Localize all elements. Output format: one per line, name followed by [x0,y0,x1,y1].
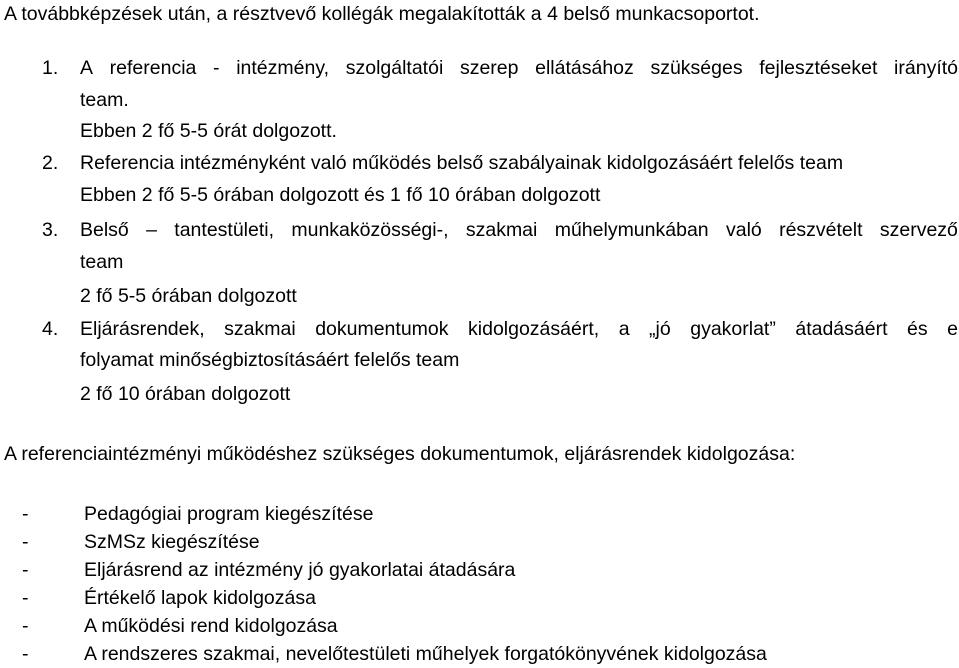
word: szakmai [465,219,538,241]
word: - [213,57,220,79]
word: szerep [459,57,519,79]
group-1-title-line2: team. [80,89,129,111]
word: a [618,318,630,340]
bullet-marker: - [22,531,29,553]
list-item: Pedagógiai program kiegészítése [84,503,374,525]
word: dokumentumok [315,318,449,340]
group-2-title: Referencia intézményként való működés belső szabályainak kidolgozásáért felelős team [80,152,844,174]
word: ellátásához [535,57,634,79]
list-item: SzMSz kiegészítése [84,531,260,553]
word: és [907,318,928,340]
word: szolgáltatói [345,57,444,79]
word: szervező [879,219,958,241]
group-2-note: Ebben 2 fő 5-5 órában dolgozott és 1 fő 10 órában dolgozott [80,184,601,206]
word: irányító [894,57,958,79]
word: e [947,318,958,340]
word: szükséges [650,57,743,79]
word: referencia [109,57,197,79]
list-item: Eljárásrend az intézmény jó gyakorlatai átadására [84,559,516,581]
group-4-number: 4. [42,318,59,340]
group-1-note: Ebben 2 fő 5-5 órát dolgozott. [80,120,337,142]
group-1-title-line1 [80,56,958,80]
word: szakmai [224,318,296,340]
bullet-marker: - [22,559,29,581]
group-4-note: 2 fő 10 órában dolgozott [80,383,291,405]
word: – [146,219,157,241]
group-4-title-line2: folyamat minőségbiztosításáért felelős team [80,349,460,371]
list-item: A működési rend kidolgozása [84,615,338,637]
word: gyakorlat” [690,318,776,340]
bullet-marker: - [22,643,29,665]
bullet-marker: - [22,503,29,525]
word: fejlesztéseket [759,57,878,79]
group-2-number: 2. [42,152,59,174]
word: munkaközösségi-, [291,219,449,241]
group-3-number: 3. [42,219,59,241]
word: való [725,219,762,241]
group-3-title-line2: team [80,251,124,273]
bullet-marker: - [22,587,29,609]
group-1-number: 1. [42,57,59,79]
word: Eljárásrendek, [80,318,205,340]
list-item: A rendszeres szakmai, nevelőtestületi műhelyek forgatókönyvének kidolgozása [84,643,767,665]
word: A [80,57,94,79]
word: intézmény, [236,57,330,79]
intro-text: A továbbképzések után, a résztvevő kollégák megalakították a 4 belső munkacsoportot. [4,3,760,25]
word: kidolgozásáért, [468,318,600,340]
group-4-title-line1 [80,317,958,341]
word: Belső [80,219,129,241]
word: műhelymunkában [554,219,709,241]
group-3-title-line1 [80,218,958,242]
group-3-note: 2 fő 5-5 órában dolgozott [80,285,297,307]
documents-heading: A referenciaintézményi működéshez szükséges dokumentumok, eljárásrendek kidolgozása: [4,443,796,465]
word: tantestületi, [174,219,275,241]
word: részvételt [779,219,863,241]
word: „jó [649,318,671,340]
word: átadásáért [795,318,888,340]
bullet-marker: - [22,615,29,637]
list-item: Értékelő lapok kidolgozása [84,587,316,609]
